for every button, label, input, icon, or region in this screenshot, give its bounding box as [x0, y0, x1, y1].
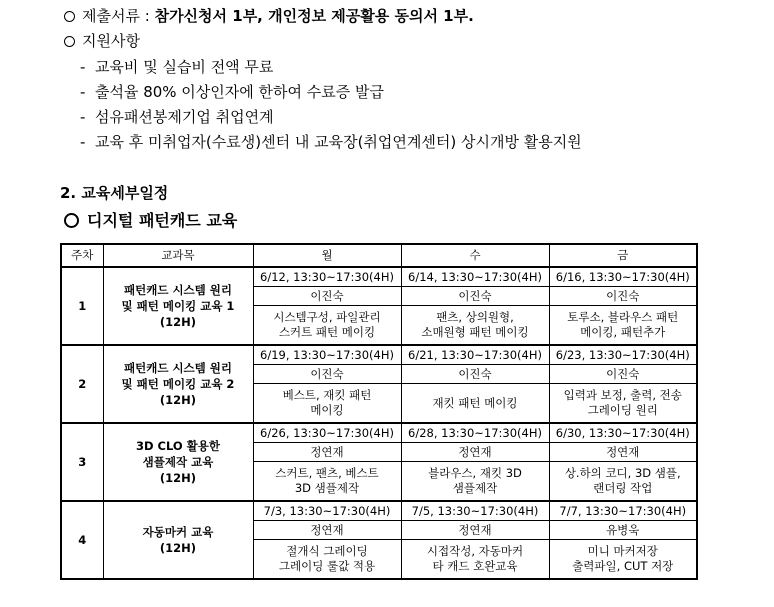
course-line: 및 패턴 메이킹 교육 1 [121, 299, 235, 313]
session-topic [253, 384, 401, 424]
session-date: 6/30, 13:30~17:30(4H) [549, 423, 697, 443]
session-date: 6/14, 13:30~17:30(4H) [401, 267, 549, 287]
circle-bullet-icon [64, 36, 75, 47]
instructor-name: 정연재 [253, 443, 401, 462]
topic-line: 시접작성, 자동마커 [426, 544, 524, 558]
topic-line: 소매원형 패턴 메이킹 [421, 325, 529, 339]
header-course: 교과목 [103, 244, 253, 267]
session-topic [253, 306, 401, 346]
instructor-name: 이진숙 [253, 365, 401, 384]
topic-line: 그레이딩 룰값 적용 [278, 559, 376, 573]
instructor-name: 유병욱 [549, 521, 697, 540]
header-wed: 수 [401, 244, 549, 267]
course-line: 자동마커 교육 [142, 525, 214, 539]
session-date: 6/23, 13:30~17:30(4H) [549, 345, 697, 365]
support-title-line [64, 31, 140, 51]
schedule-body [61, 267, 697, 579]
table-row [61, 345, 697, 365]
circle-bullet-icon [64, 11, 75, 22]
instructor-name: 정연재 [401, 521, 549, 540]
support-item-text: 출석율 80% 이상인자에 한하여 수료증 발급 [94, 83, 384, 101]
course-line: 3D CLO 활용한 [135, 439, 220, 453]
session-topic [549, 540, 697, 580]
course-line: (12H) [159, 315, 197, 329]
course-name [103, 501, 253, 579]
course-line: 및 패턴 메이킹 교육 2 [121, 377, 235, 391]
session-topic [401, 384, 549, 424]
topic-line: 상.하의 코디, 3D 샘플, [564, 466, 681, 480]
topic-line: 스커트 패턴 메이킹 [278, 325, 376, 339]
topic-line: 재킷 패턴 메이킹 [432, 395, 518, 410]
session-topic [401, 540, 549, 580]
instructor-name: 정연재 [401, 443, 549, 462]
week-number: 3 [61, 423, 103, 501]
week-number: 1 [61, 267, 103, 345]
session-date: 7/5, 13:30~17:30(4H) [401, 501, 549, 521]
week-number: 4 [61, 501, 103, 579]
topic-line: 메이킹 [310, 403, 344, 417]
week-number: 2 [61, 345, 103, 423]
topic-line: 블라우스, 재킷 3D [428, 466, 522, 480]
support-item-text: 교육 후 미취업자(수료생)센터 내 교육장(취업연계센터) 상시개방 활용지원 [94, 133, 582, 151]
session-topic [549, 306, 697, 346]
session-topic [549, 462, 697, 502]
session-topic [401, 306, 549, 346]
support-item: - 출석율 80% 이상인자에 한하여 수료증 발급 [80, 83, 384, 101]
table-header-row [61, 244, 697, 267]
table-row [61, 423, 697, 443]
session-topic [401, 462, 549, 502]
support-item-text: 교육비 및 실습비 전액 무료 [94, 58, 274, 76]
course-line: 패턴캐드 시스템 원리 [124, 283, 232, 297]
course-line: (12H) [159, 541, 197, 555]
topic-line: 샘플제작 [452, 481, 498, 495]
docs-label: 제출서류 : [82, 7, 150, 25]
topic-line: 토루소, 블라우스 패턴 [567, 310, 679, 324]
session-date: 6/19, 13:30~17:30(4H) [253, 345, 401, 365]
topic-line: 팬츠, 상의원형, [436, 310, 514, 324]
support-title: 지원사항 [82, 32, 140, 50]
session-date: 7/7, 13:30~17:30(4H) [549, 501, 697, 521]
session-date: 6/28, 13:30~17:30(4H) [401, 423, 549, 443]
instructor-name: 이진숙 [549, 287, 697, 306]
support-item: - 섬유패션봉제기업 취업연계 [80, 108, 274, 126]
course-line: (12H) [159, 393, 197, 407]
topic-line: 타 캐드 호완교육 [432, 559, 518, 573]
header-fri: 금 [549, 244, 697, 267]
topic-line: 절개식 그레이딩 [286, 544, 368, 558]
topic-line: 베스트, 재킷 패턴 [282, 388, 372, 402]
instructor-name: 이진숙 [549, 365, 697, 384]
header-week: 주차 [61, 244, 103, 267]
topic-line: 스커트, 팬츠, 베스트 [275, 466, 379, 480]
instructor-name: 정연재 [549, 443, 697, 462]
circle-bullet-icon [64, 213, 79, 228]
section-subtitle-line [64, 211, 237, 231]
topic-line: 시스템구성, 파일관리 [273, 310, 381, 324]
section-title: 2. 교육세부일정 [60, 184, 169, 202]
course-line: (12H) [159, 471, 197, 485]
topic-line: 출력파일, CUT 저장 [572, 559, 674, 573]
topic-line: 3D 샘플제작 [294, 481, 360, 495]
submission-docs-line [64, 6, 474, 26]
session-date: 6/26, 13:30~17:30(4H) [253, 423, 401, 443]
table-row [61, 267, 697, 287]
topic-line: 그레이딩 원리 [587, 403, 658, 417]
support-item: - 교육비 및 실습비 전액 무료 [80, 58, 274, 76]
session-date: 6/21, 13:30~17:30(4H) [401, 345, 549, 365]
course-line: 샘플제작 교육 [142, 455, 214, 469]
course-name [103, 423, 253, 501]
docs-value: 참가신청서 1부, 개인정보 제공활용 동의서 1부. [154, 7, 474, 25]
section-subtitle: 디지털 패턴캐드 교육 [87, 211, 238, 230]
support-item: - 교육 후 미취업자(수료생)센터 내 교육장(취업연계센터) 상시개방 활용지원 [80, 133, 582, 151]
support-item-text: 섬유패션봉제기업 취업연계 [94, 108, 274, 126]
session-date: 7/3, 13:30~17:30(4H) [253, 501, 401, 521]
topic-line: 입력과 보정, 출력, 전송 [563, 388, 682, 402]
session-topic [253, 462, 401, 502]
session-topic [549, 384, 697, 424]
course-name [103, 267, 253, 345]
session-topic [253, 540, 401, 580]
header-mon: 월 [253, 244, 401, 267]
instructor-name: 정연재 [253, 521, 401, 540]
topic-line: 랜더링 작업 [593, 481, 653, 495]
instructor-name: 이진숙 [253, 287, 401, 306]
table-row [61, 501, 697, 521]
instructor-name: 이진숙 [401, 287, 549, 306]
course-line: 패턴캐드 시스템 원리 [124, 361, 232, 375]
topic-line: 미니 마커저장 [587, 544, 658, 558]
session-date: 6/16, 13:30~17:30(4H) [549, 267, 697, 287]
schedule-table [60, 243, 698, 580]
course-name [103, 345, 253, 423]
session-date: 6/12, 13:30~17:30(4H) [253, 267, 401, 287]
topic-line: 메이킹, 패턴추가 [580, 325, 666, 339]
instructor-name: 이진숙 [401, 365, 549, 384]
